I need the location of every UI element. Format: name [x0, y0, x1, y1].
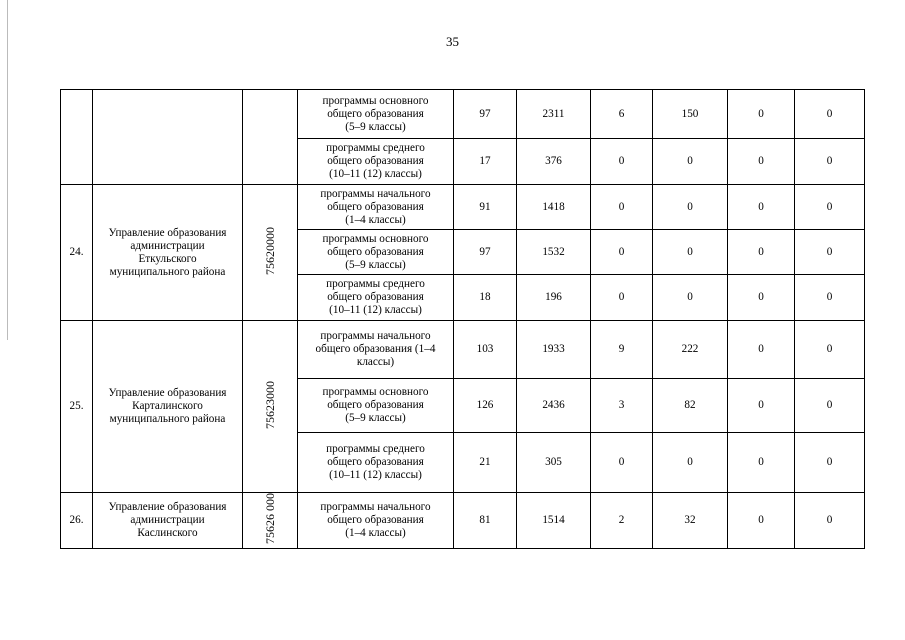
- org-cell: [93, 185, 243, 321]
- program-line: программы основного: [322, 232, 429, 245]
- page-number: 35: [446, 34, 459, 49]
- value-cell: 0: [728, 139, 795, 185]
- program-line: (10–11 (12) классы): [329, 304, 422, 316]
- row-number-cell-empty: [61, 90, 93, 185]
- value-cell: 91: [454, 185, 517, 230]
- program-line: программы начального: [320, 187, 431, 200]
- value-cell: 196: [517, 275, 591, 321]
- org-line: администрации: [130, 514, 205, 526]
- program-cell: [298, 379, 454, 433]
- program-line: программы среднего: [326, 142, 425, 154]
- org-line: Еткульского: [138, 252, 197, 265]
- value-cell: 2311: [517, 90, 591, 139]
- program-line: общего образования: [327, 399, 424, 411]
- value-cell: 0: [728, 433, 795, 493]
- program-cell: [298, 185, 454, 230]
- value-cell: 0: [795, 185, 865, 230]
- org-line: Управление образования: [108, 226, 227, 239]
- okato-code-part: 75626: [263, 514, 277, 544]
- value-cell: 32: [653, 493, 728, 549]
- program-line: (5–9 классы): [345, 258, 406, 271]
- value-cell: 2: [591, 493, 653, 549]
- value-cell: 0: [591, 139, 653, 185]
- value-cell: 0: [591, 433, 653, 493]
- org-cell: [93, 493, 243, 549]
- value-cell: 0: [653, 275, 728, 321]
- value-cell: 6: [591, 90, 653, 139]
- program-line: программы начального: [320, 330, 431, 342]
- row-number-cell: 25.: [61, 321, 93, 493]
- org-line: Управление образования: [108, 387, 227, 399]
- value-cell: 0: [653, 433, 728, 493]
- code-cell: [243, 321, 298, 493]
- value-cell: 1933: [517, 321, 591, 379]
- value-cell: 18: [454, 275, 517, 321]
- table-row: [61, 493, 865, 549]
- value-cell: 81: [454, 493, 517, 549]
- value-cell: 150: [653, 90, 728, 139]
- program-cell: [298, 275, 454, 321]
- program-line: программы начального: [320, 501, 431, 513]
- okato-code: 75623000: [263, 380, 277, 429]
- program-cell: [298, 321, 454, 379]
- value-cell: 0: [653, 185, 728, 230]
- program-line: (10–11 (12) классы): [329, 469, 422, 481]
- value-cell: 21: [454, 433, 517, 493]
- program-line: (5–9 классы): [345, 120, 406, 133]
- value-cell: 0: [795, 493, 865, 549]
- program-line: общего образования: [327, 456, 424, 468]
- value-cell: 0: [728, 379, 795, 433]
- value-cell: 0: [653, 139, 728, 185]
- program-line: общего образования: [327, 200, 424, 213]
- value-cell: 0: [795, 139, 865, 185]
- value-cell: 0: [728, 493, 795, 549]
- program-line: (1–4 классы): [345, 213, 406, 226]
- program-line: (1–4 классы): [345, 527, 406, 539]
- value-cell: 2436: [517, 379, 591, 433]
- value-cell: 3: [591, 379, 653, 433]
- code-cell: [243, 185, 298, 321]
- value-cell: 126: [454, 379, 517, 433]
- value-cell: 17: [454, 139, 517, 185]
- data-table: [60, 89, 865, 549]
- value-cell: 0: [795, 379, 865, 433]
- value-cell: 376: [517, 139, 591, 185]
- value-cell: 0: [591, 230, 653, 275]
- value-cell: 222: [653, 321, 728, 379]
- program-line: общего образования: [327, 245, 424, 258]
- program-line: программы среднего: [326, 278, 425, 290]
- program-line: общего образования: [327, 155, 424, 167]
- value-cell: 1514: [517, 493, 591, 549]
- row-number-cell: 24.: [61, 185, 93, 321]
- value-cell: 82: [653, 379, 728, 433]
- margin-line: [7, 0, 8, 340]
- value-cell: 0: [728, 275, 795, 321]
- value-cell: 0: [728, 185, 795, 230]
- okato-code: [264, 493, 276, 544]
- value-cell: 1532: [517, 230, 591, 275]
- value-cell: 97: [454, 230, 517, 275]
- value-cell: 0: [795, 230, 865, 275]
- value-cell: 0: [795, 321, 865, 379]
- code-cell-empty: [243, 90, 298, 185]
- org-cell-empty: [93, 90, 243, 185]
- okato-code: 75620000: [263, 226, 277, 275]
- value-cell: 0: [591, 185, 653, 230]
- value-cell: 0: [653, 230, 728, 275]
- program-line: общего образования: [327, 107, 424, 120]
- table-row: [61, 321, 865, 379]
- org-line: муниципального района: [109, 413, 226, 425]
- program-line: общего образования: [327, 291, 424, 303]
- value-cell: 0: [728, 90, 795, 139]
- value-cell: 0: [728, 230, 795, 275]
- program-cell: [298, 493, 454, 549]
- program-cell: [298, 230, 454, 275]
- org-line: администрации: [130, 239, 205, 252]
- value-cell: 1418: [517, 185, 591, 230]
- table-row: [61, 185, 865, 230]
- program-cell: [298, 90, 454, 139]
- value-cell: 305: [517, 433, 591, 493]
- program-line: классы): [356, 356, 395, 368]
- value-cell: 0: [728, 321, 795, 379]
- org-line: Карталинского: [132, 400, 203, 412]
- value-cell: 97: [454, 90, 517, 139]
- table-row: [61, 90, 865, 139]
- value-cell: 0: [591, 275, 653, 321]
- program-line: общего образования (1–4: [315, 343, 436, 355]
- program-line: (5–9 классы): [345, 412, 406, 424]
- value-cell: 9: [591, 321, 653, 379]
- program-line: общего образования: [327, 514, 424, 526]
- org-cell: [93, 321, 243, 493]
- value-cell: 0: [795, 275, 865, 321]
- program-line: (10–11 (12) классы): [329, 168, 422, 180]
- okato-code-part: 000: [263, 493, 277, 511]
- row-number-cell: 26.: [61, 493, 93, 549]
- program-line: программы среднего: [326, 443, 425, 455]
- program-line: программы основного: [322, 94, 429, 107]
- value-cell: 0: [795, 433, 865, 493]
- program-cell: [298, 433, 454, 493]
- program-cell: [298, 139, 454, 185]
- code-cell: [243, 493, 298, 549]
- value-cell: 0: [795, 90, 865, 139]
- value-cell: 103: [454, 321, 517, 379]
- org-line: муниципального района: [109, 265, 226, 278]
- program-line: программы основного: [322, 386, 429, 398]
- org-line: Управление образования: [108, 501, 227, 513]
- org-line: Каслинского: [137, 527, 198, 539]
